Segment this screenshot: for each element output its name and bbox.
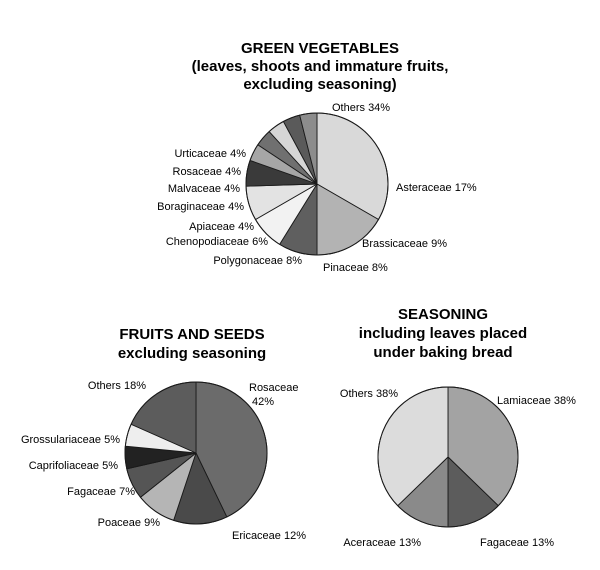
chart1-label-urticaceae: Urticaceae 4% (174, 148, 246, 160)
chart1-label-apiaceae: Apiaceae 4% (189, 221, 254, 233)
chart2-slices (125, 382, 267, 524)
chart1-label-rosaceae: Rosaceae 4% (172, 166, 241, 178)
chart1-title-line1: GREEN VEGETABLES (240, 40, 400, 57)
chart1-label-malvaceae: Malvaceae 4% (167, 183, 240, 195)
chart3-title-line2: including leaves placed (358, 325, 528, 342)
chart3-title-line3: under baking bread (373, 344, 513, 361)
chart1-label-others: Others 34% (332, 102, 391, 114)
chart3-slices (378, 387, 518, 527)
chart1-label-boraginaceae: Boraginaceae 4% (157, 201, 244, 213)
chart2-label-rosaceae-line2: 42% (252, 396, 275, 408)
chart1-label-polygonaceae: Polygonaceae 8% (213, 255, 302, 267)
chart3-label-others: Others 38% (339, 388, 398, 400)
chart1-label-pinaceae: Pinaceae 8% (323, 262, 388, 274)
chart1-label-asteraceae: Asteraceae 17% (396, 182, 477, 194)
chart2-label-caprifoliaceae: Caprifoliaceae 5% (28, 460, 118, 472)
chart2-label-rosaceae-line1: Rosaceae (249, 382, 299, 394)
chart1-title-line2: (leaves, shoots and immature fruits, (191, 58, 449, 75)
chart1-title-line3: excluding seasoning) (243, 76, 397, 93)
chart2-title-line2: excluding seasoning (117, 345, 267, 362)
fruits-and-seeds-chart (21, 326, 306, 542)
chart2-title-line1: FRUITS AND SEEDS (119, 326, 265, 343)
chart2-label-grossulariaceae: Grossulariaceae 5% (20, 434, 120, 446)
chart3-title-line1: SEASONING (397, 306, 489, 323)
chart2-label-others: Others 18% (87, 380, 146, 392)
chart2-label-fagaceae: Fagaceae 7% (67, 486, 135, 498)
chart3-label-lamiaceae: Lamiaceae 38% (497, 395, 576, 407)
chart2-label-ericaceae: Ericaceae 12% (232, 530, 306, 542)
green-vegetables-chart (157, 40, 477, 274)
chart3-label-fagaceae: Fagaceae 13% (480, 537, 554, 549)
chart1-label-brassicaceae: Brassicaceae 9% (362, 238, 447, 250)
chart1-label-chenopodiaceae: Chenopodiaceae 6% (165, 236, 268, 248)
chart1-slices (246, 113, 388, 255)
chart2-label-poaceae: Poaceae 9% (97, 517, 160, 529)
chart3-label-aceraceae: Aceraceae 13% (343, 537, 421, 549)
seasoning-chart (340, 306, 576, 549)
